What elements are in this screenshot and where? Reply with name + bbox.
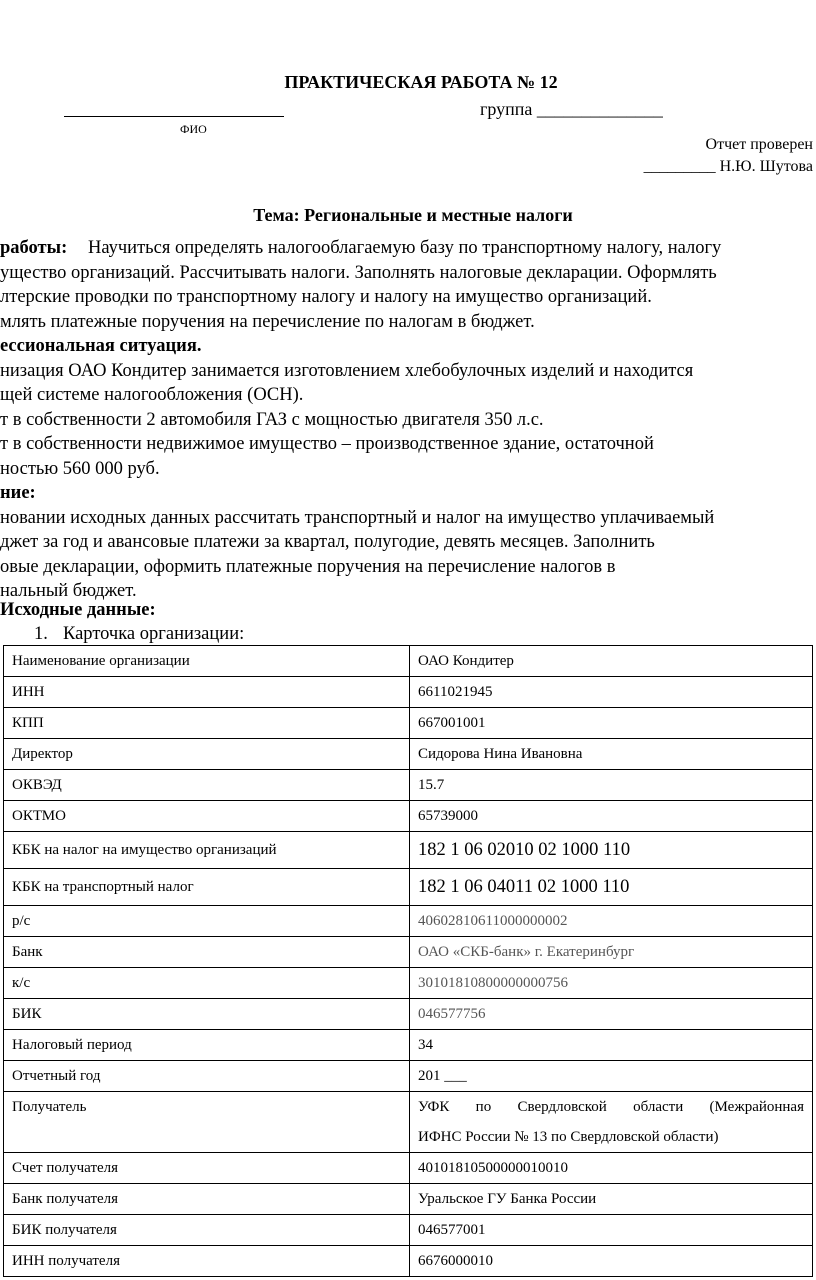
source-item-label: Карточка организации: — [63, 624, 245, 644]
source-heading: Исходные данные: — [0, 600, 156, 620]
page-title: ПРАКТИЧЕСКАЯ РАБОТА № 12 — [284, 72, 558, 92]
table-row — [4, 801, 813, 832]
card-field-value-line: ИФНС России № 13 по Свердловской области) — [418, 1129, 719, 1145]
table-row — [4, 1215, 813, 1246]
table-row — [4, 832, 813, 869]
situation-line: низация ОАО Кондитер занимается изготовлением хлебобулочных изделий и находится — [0, 360, 694, 381]
situation-heading: ессиональная ситуация. — [0, 336, 202, 356]
table-row — [4, 677, 813, 708]
card-field-value: 40602810611000000002 — [410, 906, 813, 937]
card-field-label: Налоговый период — [4, 1030, 410, 1061]
card-field-value: 15.7 — [410, 770, 813, 801]
card-field-label: ОКТМО — [4, 801, 410, 832]
goal-line: ущество организаций. Рассчитывать налоги. Заполнять налоговые декларации. Оформлять — [0, 262, 717, 283]
card-field-value: 40101810500000010010 — [410, 1153, 813, 1184]
card-field-value-line: УФК по Свердловской области (Межрайонная — [418, 1099, 804, 1115]
card-field-label: к/с — [4, 968, 410, 999]
task-line: новании исходных данных рассчитать транспортный и налог на имущество уплачиваемый — [0, 507, 715, 528]
goal-line: млять платежные поручения на перечисление по налогам в бюджет. — [0, 311, 535, 332]
checker-name: _________ Н.Ю. Шутова — [643, 158, 813, 175]
table-row — [4, 1061, 813, 1092]
situation-line: т в собственности недвижимое имущество – производственное здание, остаточной — [0, 434, 654, 454]
table-row — [4, 770, 813, 801]
situation-line: т в собственности 2 автомобиля ГАЗ с мощностью двигателя 350 л.с. — [0, 409, 544, 430]
card-field-value: 046577001 — [410, 1215, 813, 1246]
theme-heading: Тема: Региональные и местные налоги — [253, 205, 573, 225]
table-row — [4, 968, 813, 999]
goal-label: работы: — [0, 238, 68, 258]
card-field-value: 65739000 — [410, 801, 813, 832]
fio-underline — [64, 116, 284, 117]
table-row — [4, 1246, 813, 1277]
card-field-value: 30101810800000000756 — [410, 968, 813, 999]
card-field-label: р/с — [4, 906, 410, 937]
task-section — [0, 481, 816, 604]
card-field-value: 6611021945 — [410, 677, 813, 708]
table-row — [4, 1184, 813, 1215]
card-field-value: 667001001 — [410, 708, 813, 739]
card-field-label: Директор — [4, 739, 410, 770]
card-field-value: ОАО «СКБ-банк» г. Екатеринбург — [410, 937, 813, 968]
situation-line: щей системе налогообложения (ОСН). — [0, 385, 304, 405]
table-row — [4, 708, 813, 739]
table-row — [4, 646, 813, 677]
card-field-label: БИК получателя — [4, 1215, 410, 1246]
card-field-label: КБК на налог на имущество организаций — [4, 832, 410, 869]
card-field-label: Получатель — [4, 1092, 410, 1153]
task-line: овые декларации, оформить платежные поручения на перечисление налогов в — [0, 556, 616, 577]
card-field-label: Счет получателя — [4, 1153, 410, 1184]
card-field-value: 6676000010 — [410, 1246, 813, 1277]
card-field-value: Сидорова Нина Ивановна — [410, 739, 813, 770]
card-field-value — [410, 1092, 813, 1153]
organization-card-table — [3, 645, 813, 1277]
table-row — [4, 1153, 813, 1184]
task-heading: ние: — [0, 483, 36, 503]
card-field-label: КБК на транспортный налог — [4, 869, 410, 906]
card-field-value: Уральское ГУ Банка России — [410, 1184, 813, 1215]
goal-first-line: Научиться определять налогооблагаемую базу по транспортному налогу, налогу — [88, 238, 722, 258]
card-field-label: Банк — [4, 937, 410, 968]
card-field-label: Банк получателя — [4, 1184, 410, 1215]
card-field-label: Отчетный год — [4, 1061, 410, 1092]
card-field-label: БИК — [4, 999, 410, 1030]
card-field-label: КПП — [4, 708, 410, 739]
task-line: джет за год и авансовые платежи за квартал, полугодие, девять месяцев. Заполнить — [0, 532, 655, 552]
card-field-label: Наименование организации — [4, 646, 410, 677]
card-field-value: 182 1 06 02010 02 1000 110 — [410, 832, 813, 869]
task-line: нальный бюджет. — [0, 581, 137, 601]
fio-label: ФИО — [180, 122, 207, 136]
table-row — [4, 906, 813, 937]
table-row — [4, 999, 813, 1030]
card-field-value: 34 — [410, 1030, 813, 1061]
card-field-value: 201 ___ — [410, 1061, 813, 1092]
card-field-label: ИНН — [4, 677, 410, 708]
table-row — [4, 937, 813, 968]
table-row — [4, 739, 813, 770]
table-row — [4, 869, 813, 906]
situation-line: ностью 560 000 руб. — [0, 458, 160, 479]
card-field-value: 182 1 06 04011 02 1000 110 — [410, 869, 813, 906]
card-field-label: ИНН получателя — [4, 1246, 410, 1277]
card-field-value: ОАО Кондитер — [410, 646, 813, 677]
card-field-label: ОКВЭД — [4, 770, 410, 801]
report-checked-label: Отчет проверен — [705, 136, 813, 153]
table-row — [4, 1030, 813, 1061]
situation-section — [0, 334, 816, 481]
card-field-value: 046577756 — [410, 999, 813, 1030]
table-row — [4, 1092, 813, 1153]
source-item-number: 1. — [34, 624, 48, 644]
goal-line: лтерские проводки по транспортному налогу и налогу на имущество организаций. — [0, 287, 652, 307]
group-field: группа ______________ — [480, 99, 663, 119]
